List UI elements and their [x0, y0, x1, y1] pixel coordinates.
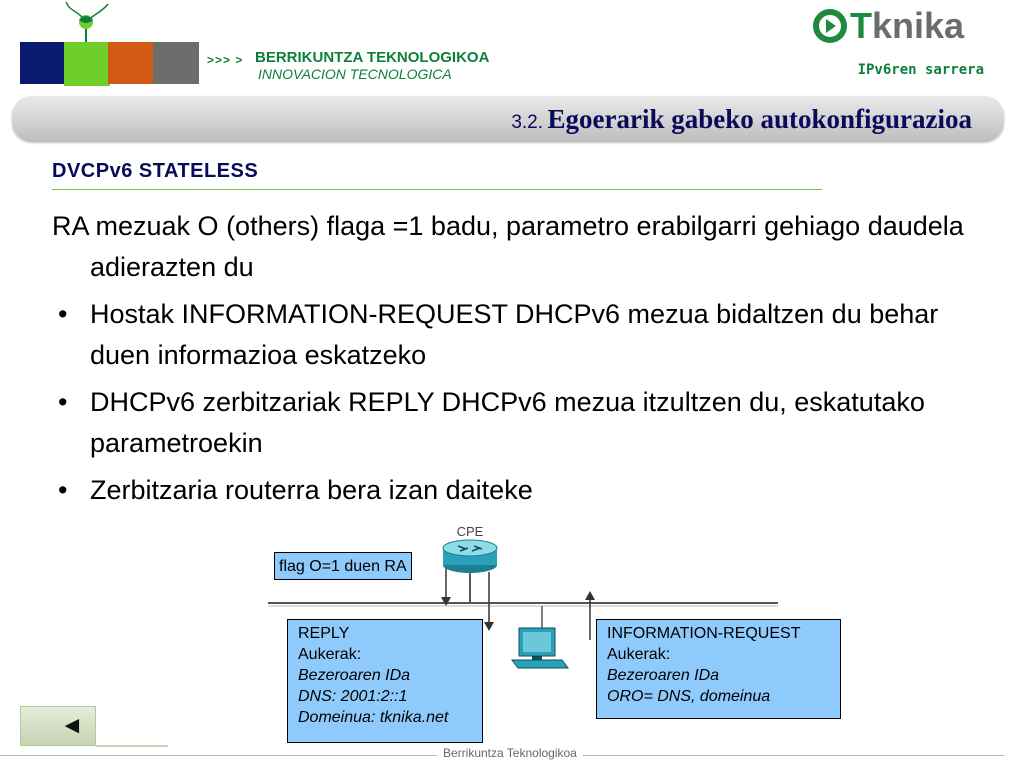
slide-number: 3.2. [511, 112, 544, 133]
svg-text:knika: knika [872, 5, 965, 46]
back-button[interactable] [20, 706, 96, 746]
reply-arrow-head [484, 622, 494, 631]
info-request-option: Bezeroaren IDa [607, 667, 720, 684]
reply-option: DNS: 2001:2::1 [298, 688, 408, 705]
bullet-dot: • [58, 475, 68, 505]
section-heading: DVCPv6 STATELESS [52, 160, 259, 182]
router-label: CPE [456, 524, 484, 539]
info-request-title: INFORMATION-REQUEST [607, 625, 801, 642]
bullet-dot: • [58, 299, 68, 329]
reply-options-label: Aukerak: [298, 646, 362, 663]
info-request-box [596, 619, 841, 719]
topic-label: IPv6ren sarrera [857, 62, 984, 78]
bullet-text: Hostak INFORMATION-REQUEST DHCPv6 mezua bidaltzen du behar duen informazioa eskatzeko [90, 299, 939, 370]
brand-title: BERRIKUNTZA TEKNOLOGIKOA [255, 49, 490, 66]
pc-icon [512, 628, 568, 668]
footer-text: Berrikuntza Teknologikoa [437, 746, 583, 760]
reply-message-box [287, 619, 483, 743]
slide-title-text: Egoerarik gabeko autokonfigurazioa [547, 104, 972, 134]
reply-title: REPLY [298, 625, 350, 642]
reply-option: Bezeroaren IDa [298, 667, 411, 684]
brand-subtitle: INNOVACION TECNOLOGICA [258, 66, 452, 82]
nav-underline [96, 745, 168, 747]
info-request-arrow-head [585, 591, 595, 600]
info-request-options-label: Aukerak: [607, 646, 671, 663]
back-arrow-icon: ◄ [60, 712, 84, 739]
bullet-dot: • [58, 387, 68, 417]
reply-option: Domeinua: tknika.net [298, 709, 449, 726]
bullet-text: DHCPv6 zerbitzariak REPLY DHCPv6 mezua itzultzen du, eskatutako parametroekin [90, 387, 925, 458]
ra-message-box [274, 552, 412, 580]
brand-arrows: >>> > [207, 53, 244, 67]
router-icon [443, 540, 497, 573]
info-request-option: ORO= DNS, domeinua [607, 688, 771, 705]
ra-arrow-head [441, 597, 451, 606]
lead-paragraph: RA mezuak O (others) flaga =1 badu, parametro erabilgarri gehiago daudela adierazten du [52, 211, 964, 282]
ra-label: flag O=1 duen RA [279, 558, 407, 575]
svg-text:T: T [850, 5, 872, 46]
bullet-text: Zerbitzaria routerra bera izan daiteke [90, 475, 533, 505]
